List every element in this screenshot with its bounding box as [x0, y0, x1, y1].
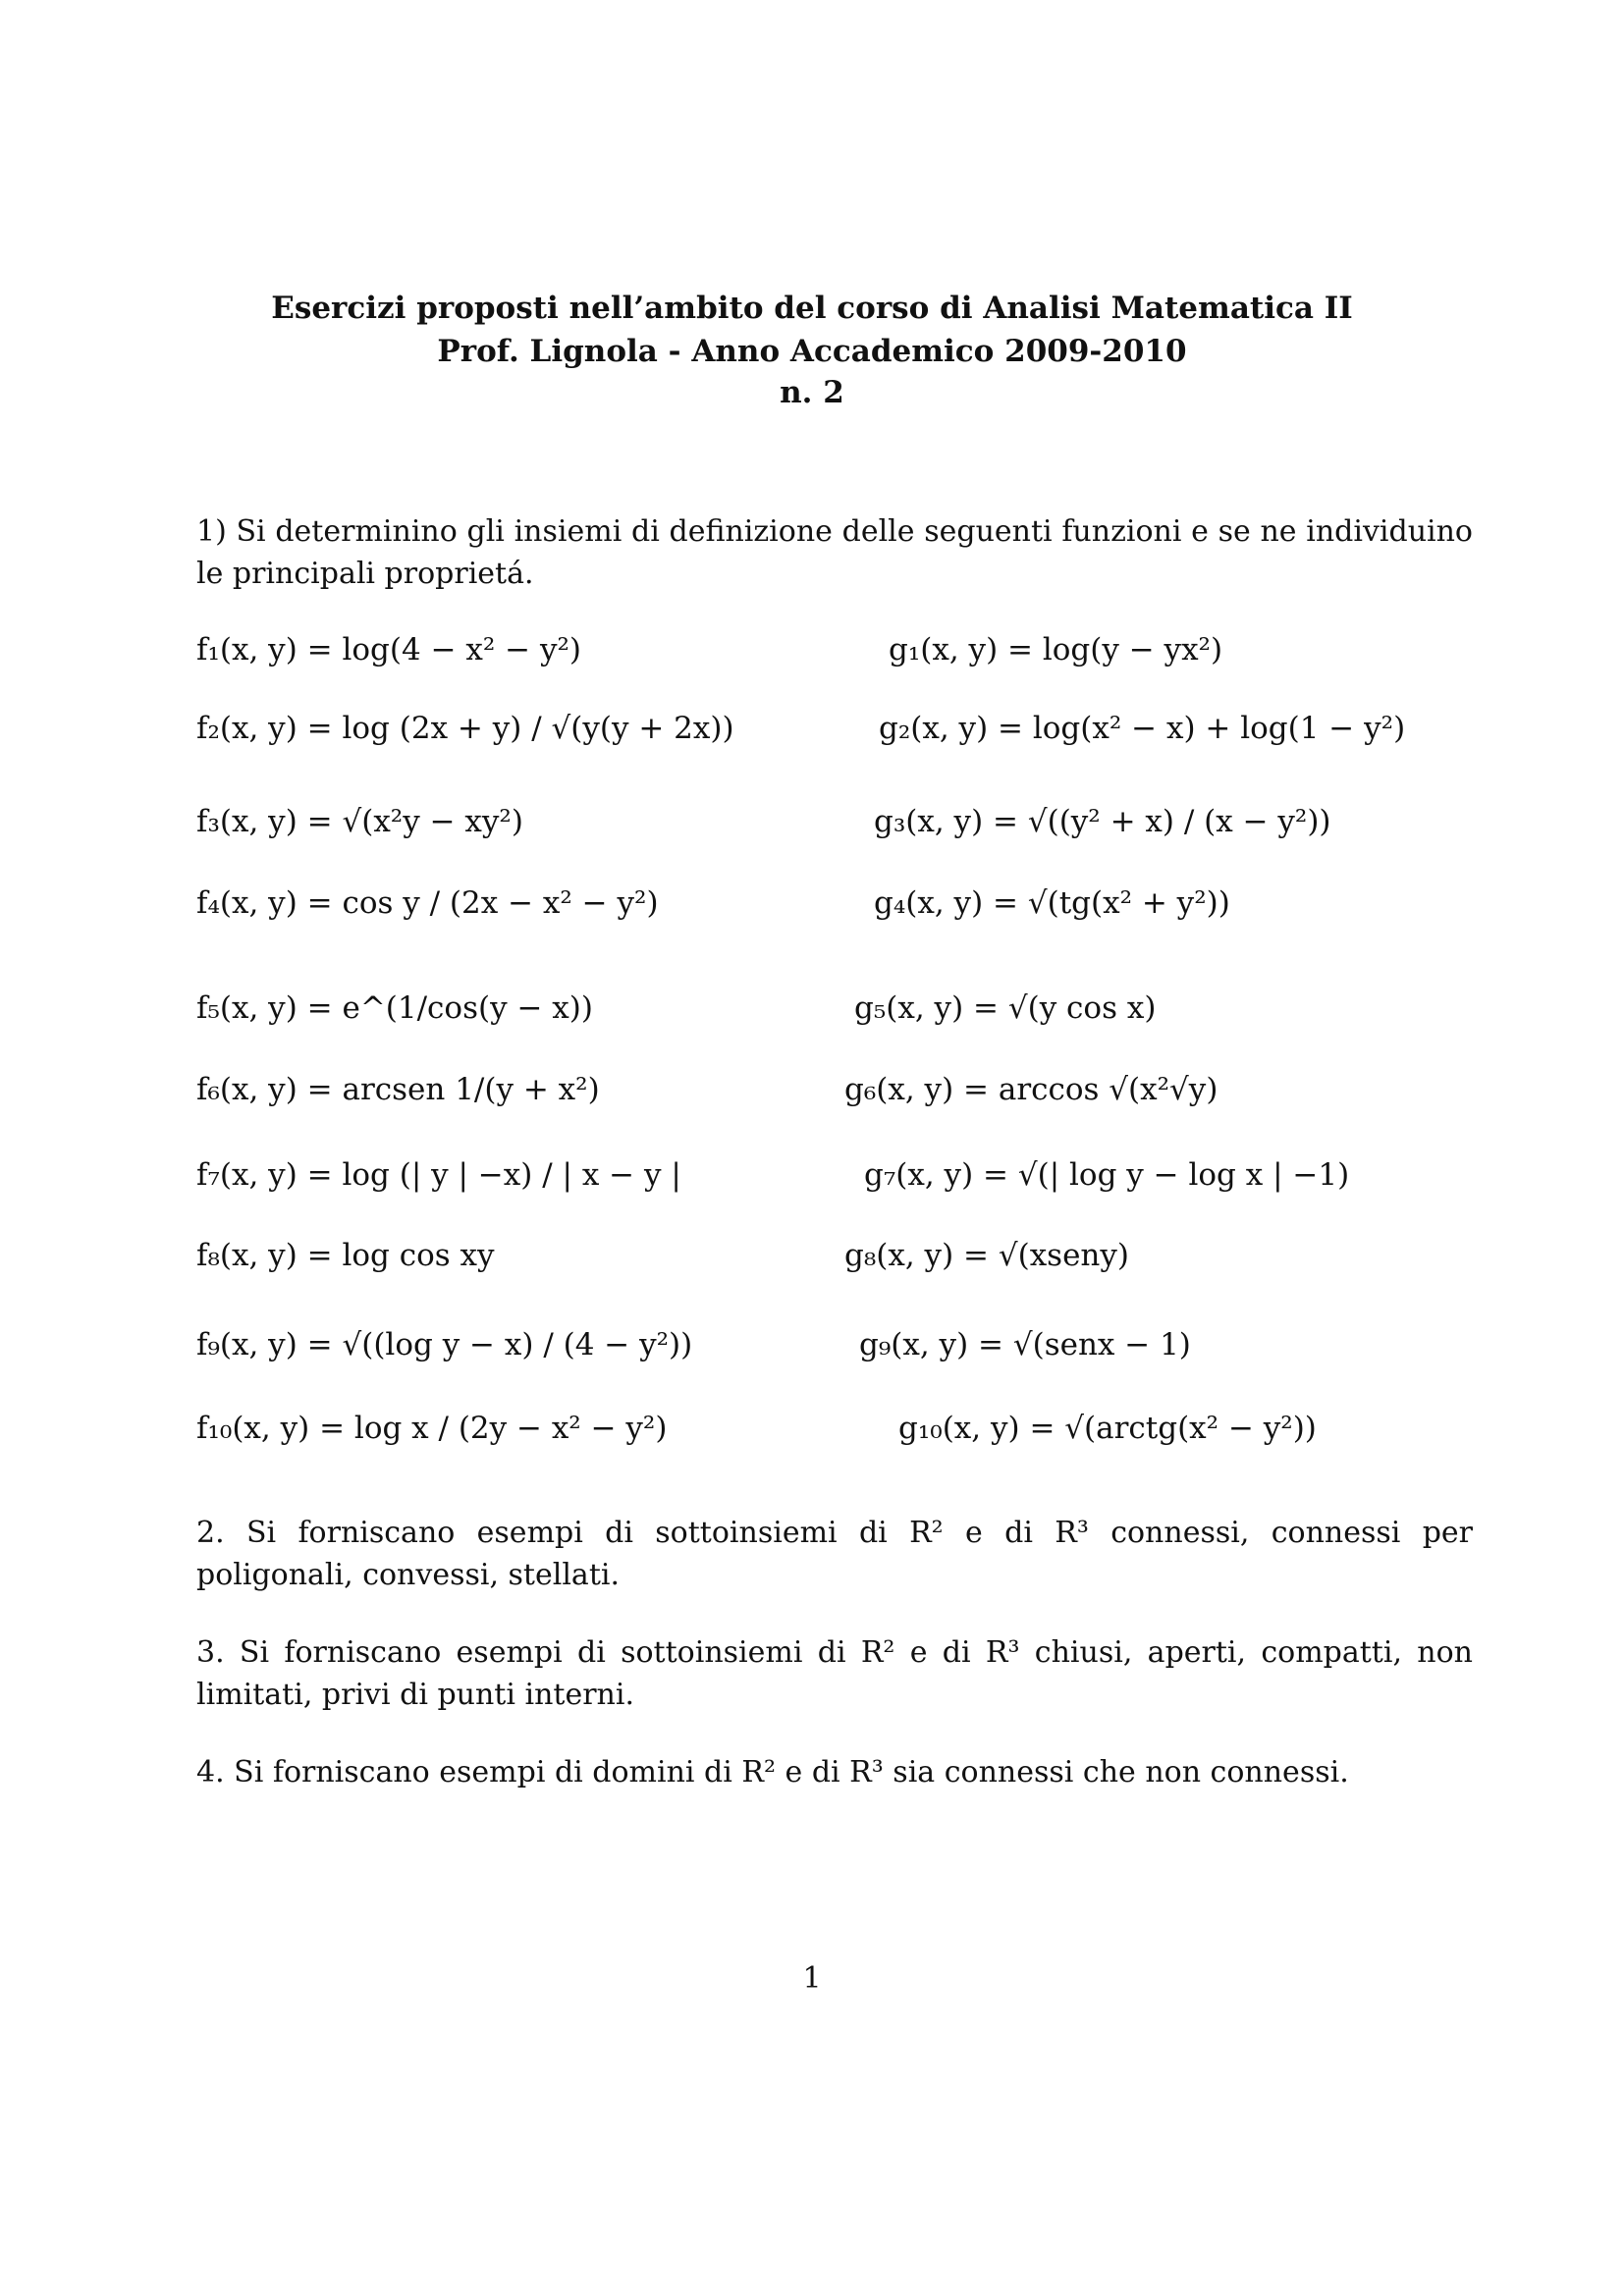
page-number: 1 [802, 1961, 822, 1996]
exercise-3-text: 3. Si forniscano esempi di sottoinsiemi di R² e di R³ chiusi, aperti, compatti, non limitati, privi di punti interni. [196, 1635, 1473, 1712]
title-line-3: n. 2 [780, 375, 844, 410]
formula-g4: g₄(x, y) = √(tg(x² + y²)) [874, 885, 1230, 921]
formula-g6: g₆(x, y) = arccos √(x²√y) [844, 1072, 1218, 1107]
title-line-1: Esercizi proposti nell’ambito del corso di Analisi Matematica II [271, 291, 1353, 326]
formula-g10: g₁₀(x, y) = √(arctg(x² − y²)) [898, 1411, 1317, 1446]
formula-f10: f₁₀(x, y) = log x / (2y − x² − y²) [196, 1411, 668, 1446]
formula-f3: f₃(x, y) = √(x²y − xy²) [196, 804, 523, 839]
formula-f8: f₈(x, y) = log cos xy [196, 1238, 495, 1273]
formula-f2: f₂(x, y) = log (2x + y) / √(y(y + 2x)) [196, 711, 734, 746]
formula-f1: f₁(x, y) = log(4 − x² − y²) [196, 632, 582, 667]
exercise-1-text: 1) Si determinino gli insiemi di definizione delle seguenti funzioni e se ne individuino le principali proprietá. [196, 514, 1473, 591]
formula-g5: g₅(x, y) = √(y cos x) [854, 990, 1157, 1026]
formula-g7: g₇(x, y) = √(| log y − log x | −1) [864, 1157, 1350, 1193]
formula-g1: g₁(x, y) = log(y − yx²) [889, 632, 1223, 667]
formula-f7: f₇(x, y) = log (| y | −x) / | x − y | [196, 1157, 681, 1193]
formula-g8: g₈(x, y) = √(xseny) [844, 1238, 1130, 1273]
formula-f6: f₆(x, y) = arcsen 1/(y + x²) [196, 1072, 600, 1107]
formula-f5: f₅(x, y) = e^(1/cos(y − x)) [196, 990, 593, 1026]
formula-g3: g₃(x, y) = √((y² + x) / (x − y²)) [874, 804, 1331, 839]
title-line-2: Prof. Lignola - Anno Accademico 2009-2010 [437, 334, 1187, 369]
formula-f4: f₄(x, y) = cos y / (2x − x² − y²) [196, 885, 659, 921]
formula-g9: g₉(x, y) = √(senx − 1) [859, 1327, 1191, 1362]
exercise-2-text: 2. Si forniscano esempi di sottoinsiemi di R² e di R³ connessi, connessi per poligonali, convessi, stellati. [196, 1516, 1473, 1592]
exercise-4-text: 4. Si forniscano esempi di domini di R² e di R³ sia connessi che non connessi. [196, 1755, 1349, 1789]
formula-f9: f₉(x, y) = √((log y − x) / (4 − y²)) [196, 1327, 693, 1362]
formula-g2: g₂(x, y) = log(x² − x) + log(1 − y²) [879, 711, 1406, 746]
